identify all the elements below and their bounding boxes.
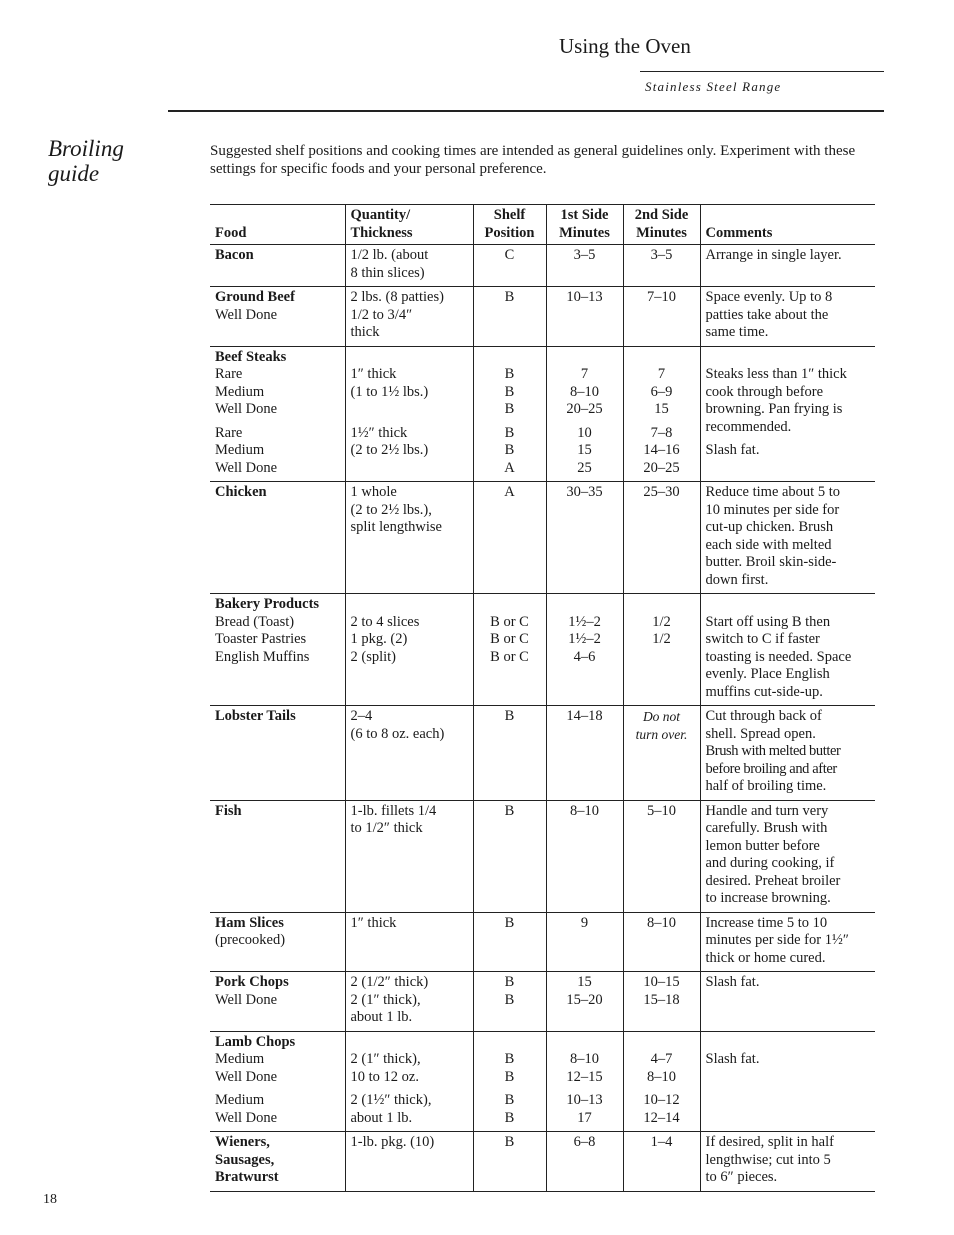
shelf-cell: B — [473, 912, 546, 972]
table-row-bakery-products — [210, 594, 875, 706]
comment-cell: Increase time 5 to 10 minutes per side for 1½″ thick or home cured. — [700, 912, 875, 972]
shelf-cell: B — [473, 1132, 546, 1192]
comment-cell: Reduce time about 5 to 10 minutes per side for cut-up chicken. Brush each side with melted butter. Broil skin-side- down first. — [700, 482, 875, 594]
quantity-cell: 1 whole (2 to 2½ lbs.), split lengthwise — [345, 482, 473, 594]
table-row-wieners — [210, 1132, 875, 1192]
food-cell: Ground Beef Well Done — [210, 287, 345, 347]
food-cell: Bacon — [210, 245, 345, 287]
shelf-cell: C — [473, 245, 546, 287]
second-side-cell: 3–5 — [623, 245, 700, 287]
comment-cell: Start off using B then switch to C if faster toasting is needed. Space evenly. Place English muffins cut-side-up. — [700, 594, 875, 706]
quantity-cell: 2 to 4 slices 1 pkg. (2) 2 (split) — [345, 594, 473, 706]
section-title-line-1: Broiling — [48, 136, 124, 161]
second-side-cell: 5–10 — [623, 800, 700, 912]
first-side-cell: 14–18 — [546, 706, 623, 801]
section-title-line-2: guide — [48, 161, 100, 186]
comment-cell: Arrange in single layer. — [700, 245, 875, 287]
shelf-cell: B B B B — [473, 1031, 546, 1132]
comment-cell: Steaks less than 1″ thick cook through before browning. Pan frying is recommended. Slash fat. — [700, 346, 875, 482]
first-side-cell: 8–10 12–15 10–13 17 — [546, 1031, 623, 1132]
first-side-cell: 7 8–10 20–25 10 15 25 — [546, 346, 623, 482]
table-header-row — [210, 205, 875, 245]
first-side-cell: 9 — [546, 912, 623, 972]
second-side-cell: 1–4 — [623, 1132, 700, 1192]
comment-cell: If desired, split in half lengthwise; cut into 5 to 6″ pieces. — [700, 1132, 875, 1192]
food-cell: Fish — [210, 800, 345, 912]
page-header-title: Using the Oven — [559, 34, 691, 58]
table-row-pork-chops — [210, 972, 875, 1032]
column-header-shelf: Shelf Position — [473, 205, 546, 245]
shelf-cell: A — [473, 482, 546, 594]
first-side-cell: 1½–2 1½–2 4–6 — [546, 594, 623, 706]
shelf-cell: B — [473, 287, 546, 347]
food-cell: Pork Chops Well Done — [210, 972, 345, 1032]
first-side-cell: 8–10 — [546, 800, 623, 912]
section-title — [48, 136, 124, 186]
food-cell: Lobster Tails — [210, 706, 345, 801]
page-header-subtitle: Stainless Steel Range — [645, 79, 782, 94]
column-header-comments: Comments — [700, 205, 875, 245]
table-row-beef-steaks — [210, 346, 875, 482]
table-row-ham-slices — [210, 912, 875, 972]
intro-paragraph: Suggested shelf positions and cooking times are intended as general guidelines only. Experiment with these settings for specific foods and your personal preference. — [210, 143, 856, 177]
second-side-cell: 4–7 8–10 10–12 12–14 — [623, 1031, 700, 1132]
table-row-ground-beef — [210, 287, 875, 347]
comment-cell: Slash fat. — [700, 1031, 875, 1132]
quantity-cell: 2 (1/2″ thick) 2 (1″ thick), about 1 lb. — [345, 972, 473, 1032]
header-divider-long — [168, 110, 884, 112]
food-cell: Chicken — [210, 482, 345, 594]
shelf-cell: B — [473, 706, 546, 801]
comment-cell: Handle and turn very carefully. Brush with lemon butter before and during cooking, if desired. Preheat broiler to increase browning. — [700, 800, 875, 912]
second-side-cell: 7 6–9 15 7–8 14–16 20–25 — [623, 346, 700, 482]
second-side-cell: 1/2 1/2 — [623, 594, 700, 706]
comment-cell: Cut through back of shell. Spread open. Brush with melted butter before broiling and after half of broiling time. — [700, 706, 875, 801]
food-cell: Ham Slices (precooked) — [210, 912, 345, 972]
column-header-quantity: Quantity/ Thickness — [345, 205, 473, 245]
shelf-cell: B B B B B A — [473, 346, 546, 482]
quantity-cell: 1-lb. pkg. (10) — [345, 1132, 473, 1192]
quantity-cell: 2 lbs. (8 patties) 1/2 to 3/4″ thick — [345, 287, 473, 347]
table-row-fish — [210, 800, 875, 912]
first-side-cell: 6–8 — [546, 1132, 623, 1192]
food-cell: Lamb Chops Medium Well Done Medium Well Done — [210, 1031, 345, 1132]
second-side-cell: 10–15 15–18 — [623, 972, 700, 1032]
table-row-chicken — [210, 482, 875, 594]
first-side-cell: 3–5 — [546, 245, 623, 287]
table-row-bacon — [210, 245, 875, 287]
quantity-cell: 2–4 (6 to 8 oz. each) — [345, 706, 473, 801]
comment-cell: Slash fat. — [700, 972, 875, 1032]
shelf-cell: B — [473, 800, 546, 912]
table-row-lobster-tails — [210, 706, 875, 801]
first-side-cell: 10–13 — [546, 287, 623, 347]
broiling-guide-table — [210, 204, 875, 1192]
column-header-food: Food — [210, 205, 345, 245]
column-header-first-side: 1st Side Minutes — [546, 205, 623, 245]
shelf-cell: B B — [473, 972, 546, 1032]
column-header-second-side: 2nd Side Minutes — [623, 205, 700, 245]
food-cell: Bakery Products Bread (Toast) Toaster Pastries English Muffins — [210, 594, 345, 706]
quantity-cell: 1-lb. fillets 1/4 to 1/2″ thick — [345, 800, 473, 912]
header-divider-short — [640, 71, 884, 72]
quantity-cell: 1″ thick — [345, 912, 473, 972]
food-cell: Beef Steaks Rare Medium Well Done Rare Medium Well Done — [210, 346, 345, 482]
second-side-cell: 7–10 — [623, 287, 700, 347]
food-cell: Wieners, Sausages, Bratwurst — [210, 1132, 345, 1192]
quantity-cell: 1″ thick (1 to 1½ lbs.) 1½″ thick (2 to 2½ lbs.) — [345, 346, 473, 482]
first-side-cell: 15 15–20 — [546, 972, 623, 1032]
quantity-cell: 2 (1″ thick), 10 to 12 oz. 2 (1½″ thick), about 1 lb. — [345, 1031, 473, 1132]
first-side-cell: 30–35 — [546, 482, 623, 594]
second-side-cell: 25–30 — [623, 482, 700, 594]
second-side-cell: 8–10 — [623, 912, 700, 972]
shelf-cell: B or C B or C B or C — [473, 594, 546, 706]
second-side-cell: Do not turn over. — [623, 706, 700, 801]
table-row-lamb-chops — [210, 1031, 875, 1132]
quantity-cell: 1/2 lb. (about 8 thin slices) — [345, 245, 473, 287]
comment-cell: Space evenly. Up to 8 patties take about the same time. — [700, 287, 875, 347]
page-number: 18 — [43, 1192, 57, 1207]
